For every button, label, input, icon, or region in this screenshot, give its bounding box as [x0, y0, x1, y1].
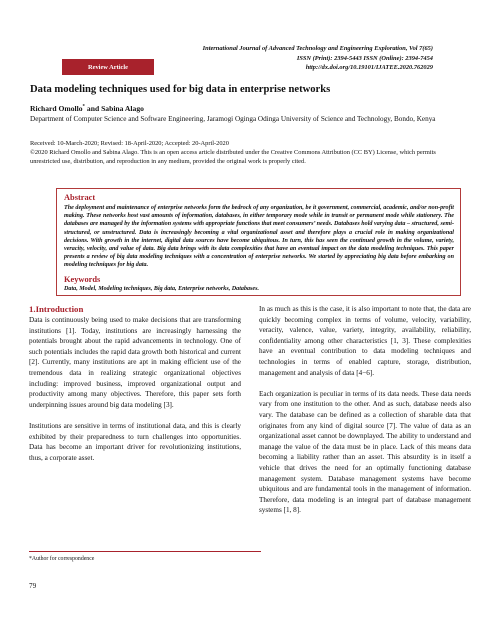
body-paragraph: Each organization is peculiar in terms of its data needs. These data needs vary from one institution to the other. And as such, database needs also vary. The database can be defined as a collection of sharable data that originates from any kind of digital source [7]. The value of data as an organizational asset cannot be downplayed. The ability to understand and manage the value of the data must be in place. Lack of this means data becoming a liability rather than an asset. This absurdity is in itself a vehicle that drives the need for an optimally functioning database management system. Database management systems have become ubiquitous and are fundamental tools in the management of information. Therefore, data modeling is an integral part of database management systems [1, 8]. — [259, 389, 471, 515]
footnote-divider — [29, 551, 261, 552]
footnote: *Author for correspondence — [29, 556, 95, 562]
affiliation: Department of Computer Science and Software Engineering, Jaramogi Oginga Odinga University of Science and Technology, Bondo, Kenya — [30, 115, 436, 123]
abstract-box — [56, 188, 461, 296]
paper-title: Data modeling techniques used for big data in enterprise networks — [30, 84, 331, 95]
journal-header — [133, 44, 433, 73]
received-dates: Received: 10-March-2020; Revised: 18-April-2020; Accepted: 20-April-2020 — [30, 140, 229, 147]
section-heading-introduction: 1.Introduction — [29, 304, 84, 314]
left-column — [29, 304, 241, 474]
copyright-notice: ©2020 Richard Omollo and Sabina Alago. This is an open access article distributed under the Creative Commons Attribution (CC BY) License, which permits unrestricted use, distribution, and reproduction in any medium, provided the original work is properly cited. — [30, 148, 436, 165]
correspondence-mark: * — [82, 104, 86, 110]
right-column — [259, 304, 471, 526]
page-number: 79 — [29, 582, 37, 590]
body-paragraph: Data is continuously being used to make decisions that are transforming institutions [1]. Today, institutions are increasingly harnessing the potentials brought about the rapid advancements in technology. One of such potentials includes the rapid data growth both historical and current [2]. Currently, many institutions are apt in making efficient use of the tremendous data in realizing strategic organizational objectives including: improved business, improved organizational output and productivity among many objectives. Therefore, this paper sets forth underpinning issues around big data modeling [3]. — [29, 316, 241, 409]
body-paragraph: In as much as this is the case, it is also important to note that, the data are quickly becoming complex in terms of volume, velocity, variability, veracity, valence, value, variety, integrity, availability, reliability, confidentiality among other characteristics [1, 3]. These complexities have an eventual contribution to data modeling techniques and technologies in terms of enabled capture, storage, distribution, management and analysis of data [4−6]. — [259, 305, 471, 377]
author-line — [30, 104, 466, 113]
article-type-badge: Review Article — [62, 59, 154, 75]
abstract-text: The deployment and maintenance of enterprise networks form the bedrock of any organization, be it government, commercial, academic, and/or non-profit making. These networks host vast amounts of information, databases, in either temporary mode while in transit or permanent mode while stationery. The databases are managed by the information systems with appropriate functions that meet consumers’ needs. Databases hold varying data – structured, semi-structured, or unstructured. Data is increasingly becoming a vital organizational asset and therefore plays a crucial role in making organizational decisions. With growth in the internet, digital data sources have become ubiquitous. In turn, this has seen the continued growth in the volume, variety, veracity, velocity, and value of data. Big data brings with its data complexities that have an eventual impact on the data modeling techniques. This paper presents a review of big data modeling techniques with a concentration of enterprise networks. We started by appreciating big data before embarking on modeling techniques for big data. — [64, 205, 454, 269]
journal-doi-link[interactable]: http://dx.doi.org/10.19101/IJATEE.2020.762029 — [305, 64, 433, 71]
body-paragraph: Institutions are sensitive in terms of institutional data, and this is clearly exhibited by their preparedness to turn challenges into opportunities. Data has become an important driver for revolutionizing institutions, thus, a corporate asset. — [29, 421, 241, 462]
journal-issn: ISSN (Print): 2394-5443 ISSN (Online): 2394-7454 — [296, 54, 433, 62]
abstract-heading: Abstract — [64, 193, 96, 202]
article-history — [30, 140, 466, 166]
author-first: Richard Omollo — [30, 104, 83, 113]
journal-name: International Journal of Advanced Technology and Engineering Exploration, Vol 7(65) — [202, 45, 433, 52]
keywords-heading: Keywords — [64, 274, 101, 284]
keywords-text: Data, Model, Modeling techniques, Big data, Enterprise networks, Databases. — [64, 285, 260, 292]
author-rest: and Sabina Alago — [85, 104, 144, 113]
